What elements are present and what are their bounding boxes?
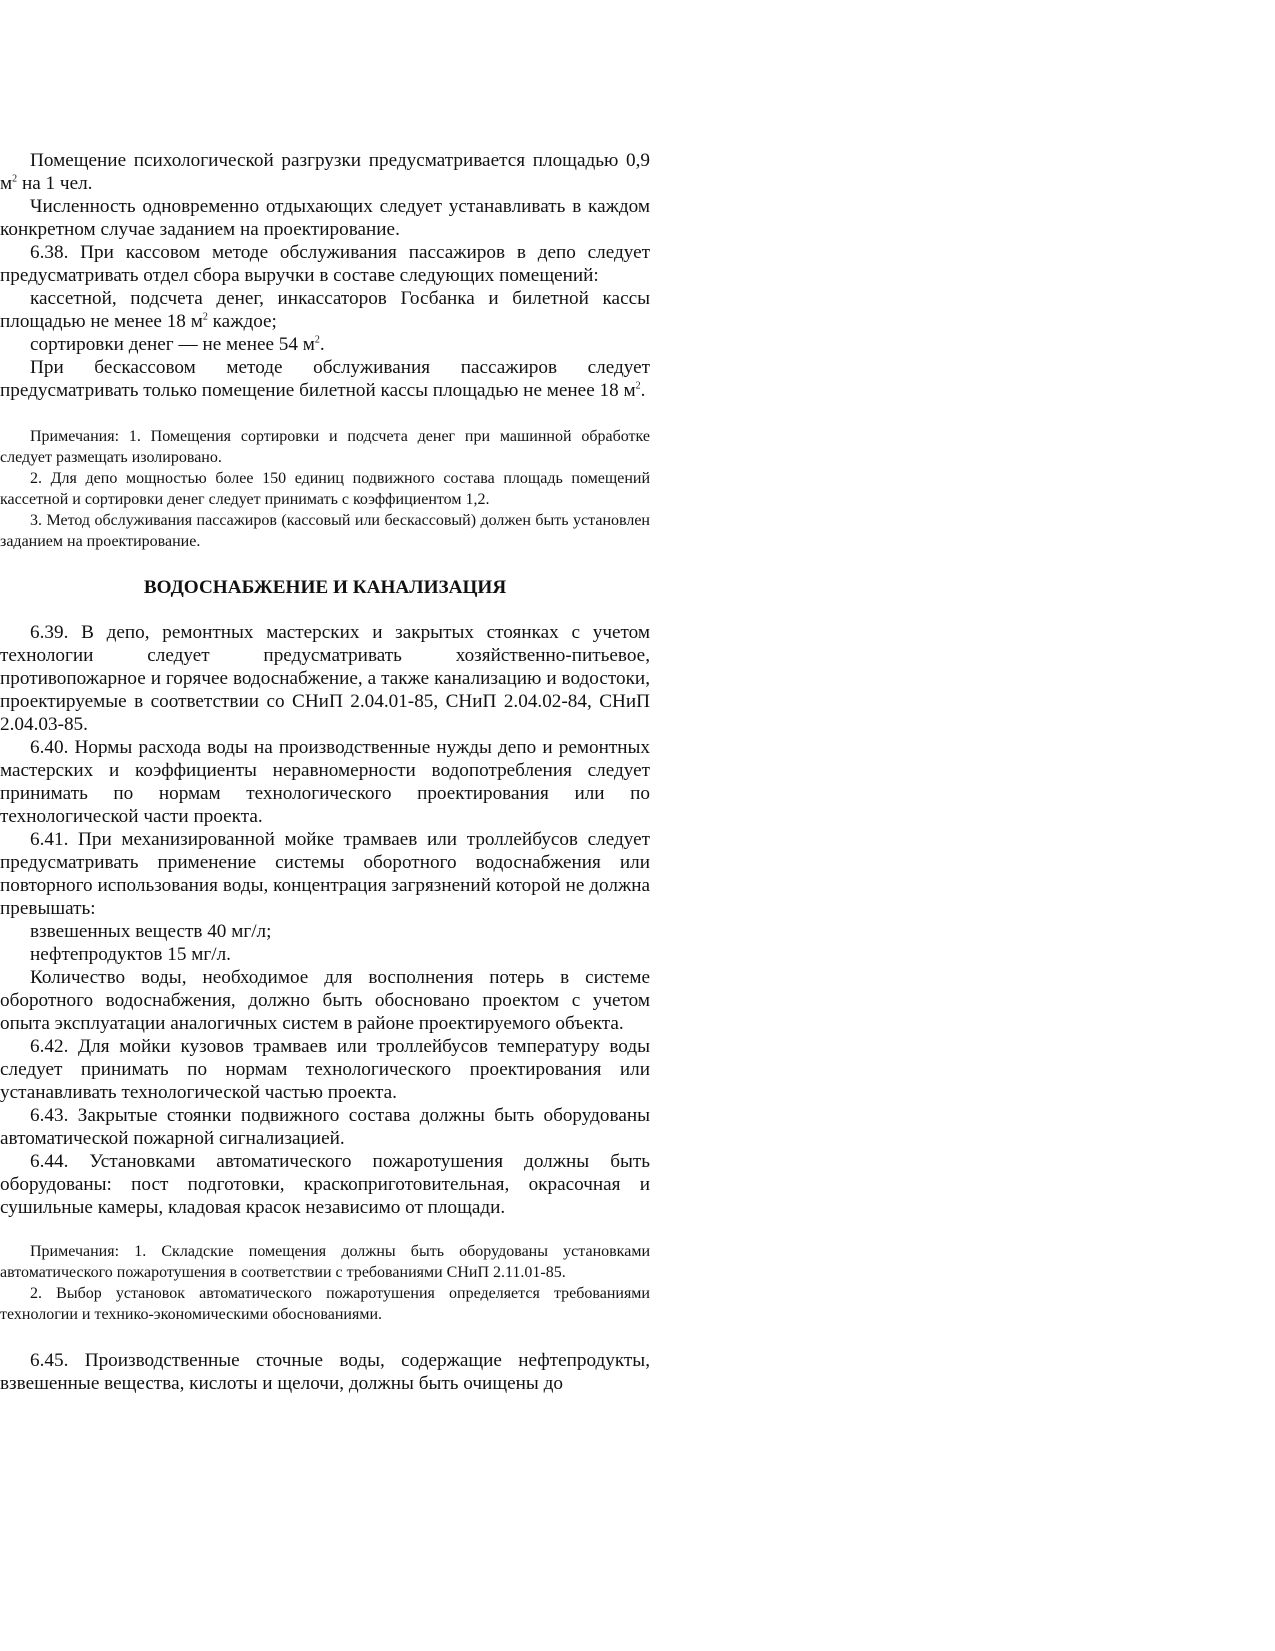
- notes-block: [0, 426, 650, 552]
- note-item: Примечания: 1. Помещения сортировки и подсчета денег при машинной обработке следует размещать изолировано.: [0, 428, 650, 466]
- paragraph: нефтепродуктов 15 мг/л.: [30, 944, 231, 965]
- paragraph: кассетной, подсчета денег, инкассаторов Госбанка и билетной кассы площадью не менее 18 $м^2$ каждое;: [0, 288, 650, 332]
- section-heading: ВОДОСНАБЖЕНИЕ И КАНАЛИЗАЦИЯ: [143, 577, 507, 598]
- paragraph: 6.42. Для мойки кузовов трамваев или троллейбусов температуру воды следует принимать по нормам технологического проектирования или устанавливать технологической частью проекта.: [0, 1036, 650, 1103]
- paragraph: 6.40. Нормы расхода воды на производственные нужды депо и ремонтных мастерских и коэффициенты неравномерности водопотребления следует принимать по нормам технологического проектирования или по технологической части проекта.: [0, 737, 650, 827]
- paragraph: Количество воды, необходимое для восполнения потерь в системе оборотного водоснабжения, должно быть обосновано проектом с учетом опыта эксплуатации аналогичных систем в районе проектируемого объекта.: [0, 967, 650, 1034]
- paragraph: 6.45. Производственные сточные воды, содержащие нефтепродукты, взвешенные вещества, кислоты и щелочи, должны быть очищены до: [0, 1350, 650, 1394]
- note-item: 2. Для депо мощностью более 150 единиц подвижного состава площадь помещений кассетной и сортировки денег следует принимать с коэффициентом 1,2.: [0, 470, 650, 508]
- paragraph: 6.41. При механизированной мойке трамваев или троллейбусов следует предусматривать применение системы оборотного водоснабжения или повторного использования воды, концентрация загрязнений которой не должна превышать:: [0, 829, 650, 919]
- paragraph: Численность одновременно отдыхающих следует устанавливать в каждом конкретном случае заданием на проектирование.: [0, 196, 650, 240]
- paragraph: Помещение психологической разгрузки предусматривается площадью 0,9 $м^2$ на 1 чел.: [0, 150, 650, 194]
- paragraph: 6.44. Установками автоматического пожаротушения должны быть оборудованы: пост подготовки, краскоприготовительная, окрасочная и сушильные камеры, кладовая красок независимо от площади.: [0, 1151, 650, 1218]
- paragraph: 6.38. При кассовом методе обслуживания пассажиров в депо следует предусматривать отдел сбора выручки в составе следующих помещений:: [0, 242, 650, 286]
- note-item: 2. Выбор установок автоматического пожаротушения определяется требованиями технологии и технико-экономическими обоснованиями.: [0, 1285, 650, 1323]
- paragraph: взвешенных веществ 40 мг/л;: [30, 921, 272, 942]
- note-item: 3. Метод обслуживания пассажиров (кассовый или бескассовый) должен быть установлен заданием на проектирование.: [0, 512, 650, 550]
- paragraph: 6.43. Закрытые стоянки подвижного состава должны быть оборудованы автоматической пожарной сигнализацией.: [0, 1105, 650, 1149]
- paragraph: сортировки денег — не менее 54 $м^2$.: [30, 334, 325, 355]
- top-paragraphs: [0, 149, 650, 402]
- paragraph: 6.39. В депо, ремонтных мастерских и закрытых стоянках с учетом технологии следует предусматривать хозяйственно-питьевое, противопожарное и горячее водоснабжение, а также канализацию и водостоки, проектируемые в соответствии со СНиП 2.04.01-85, СНиП 2.04.02-84, СНиП 2.04.03-85.: [0, 622, 650, 735]
- notes-block: [0, 1241, 650, 1325]
- note-item: Примечания: 1. Складские помещения должны быть оборудованы установками автоматического пожаротушения в соответствии с требованиями СНиП 2.11.01-85.: [0, 1243, 650, 1281]
- mid-paragraphs: [0, 621, 650, 1219]
- document-page: [0, 149, 650, 1395]
- paragraph: При бескассовом методе обслуживания пассажиров следует предусматривать только помещение билетной кассы площадью не менее 18 $м^2$.: [0, 357, 650, 401]
